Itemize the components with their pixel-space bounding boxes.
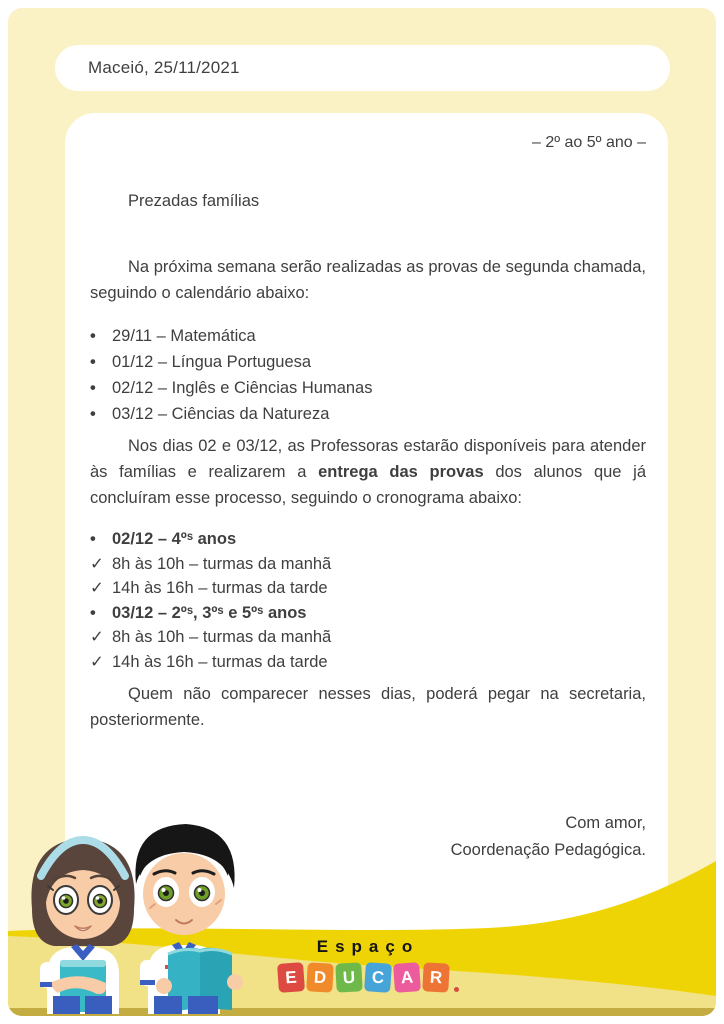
list-item-text: 02/12 – 4ºˢ anos (112, 530, 237, 548)
list-item (90, 527, 646, 552)
list-item (90, 349, 646, 375)
list-item-text: 03/12 – 2ºˢ, 3ºˢ e 5ºˢ anos (112, 603, 307, 622)
intro-paragraph: Na próxima semana serão realizadas as provas de segunda chamada, seguindo o calendário abaixo: (90, 258, 646, 302)
page-background (8, 8, 716, 1016)
check-icon: ✓ (90, 628, 104, 646)
list-item (90, 323, 646, 349)
check-icon: ✓ (90, 579, 104, 597)
exam-calendar-list (90, 323, 646, 427)
list-item-text: 03/12 – Ciências da Natureza (112, 404, 330, 423)
delivery-schedule-list (90, 527, 646, 674)
logo-word: Espaço (316, 937, 420, 956)
signature-line2: Coordenação Pedagógica. (450, 841, 646, 859)
list-item (90, 375, 646, 401)
list-item-text: 14h às 16h – turmas da tarde (112, 579, 328, 597)
letter-card (65, 113, 668, 935)
logo-tile: A (393, 962, 421, 993)
list-item (90, 625, 646, 650)
paragraph-bold-text: entrega das provas (318, 462, 484, 481)
signature-line1: Com amor, (565, 814, 646, 832)
grade-range: – 2º ao 5º ano – (532, 134, 646, 151)
list-item-text: 14h às 16h – turmas da tarde (112, 652, 328, 671)
logo-tile: C (364, 962, 392, 993)
bullet-icon: • (90, 326, 96, 345)
check-icon: ✓ (90, 554, 104, 573)
list-item (90, 650, 646, 675)
list-item-text: 8h às 10h – turmas da manhã (112, 554, 332, 573)
logo-tile: R (422, 962, 449, 992)
closing-paragraph: Quem não comparecer nesses dias, poderá pegar na secretaria, posteriormente. (90, 685, 646, 729)
date-text: Maceió, 25/11/2021 (88, 58, 240, 77)
school-logo (208, 937, 528, 992)
logo-tile: U (335, 962, 362, 992)
logo-tile: E (277, 962, 305, 993)
logo-trademark-dot (454, 987, 459, 992)
logo-tile: D (306, 962, 333, 992)
list-item (90, 576, 646, 601)
list-item (90, 552, 646, 577)
bullet-icon: • (90, 530, 96, 548)
paragraph-text: Nos dias 02 e 03/12, as Professoras estarão disponíveis para atender às famílias e realizarem a (90, 436, 646, 481)
salutation: Prezadas famílias (128, 192, 260, 210)
check-icon: ✓ (90, 652, 104, 671)
list-item-text: 02/12 – Inglês e Ciências Humanas (112, 378, 373, 397)
delivery-paragraph (90, 433, 646, 511)
bullet-icon: • (90, 404, 96, 423)
list-item-text: 29/11 – Matemática (112, 326, 256, 345)
bullet-icon: • (90, 603, 96, 622)
date-bar (55, 45, 670, 91)
list-item (90, 601, 646, 626)
logo-letter-tiles (278, 963, 459, 992)
girl-student (31, 838, 134, 1014)
list-item-text: 8h às 10h – turmas da manhã (112, 628, 332, 646)
list-item-text: 01/12 – Língua Portuguesa (112, 352, 312, 371)
list-item (90, 401, 646, 427)
bullet-icon: • (90, 352, 96, 371)
bullet-icon: • (90, 378, 96, 397)
paragraph-text: dos alunos que já concluíram esse processo, seguindo o cronograma abaixo: (90, 462, 647, 507)
